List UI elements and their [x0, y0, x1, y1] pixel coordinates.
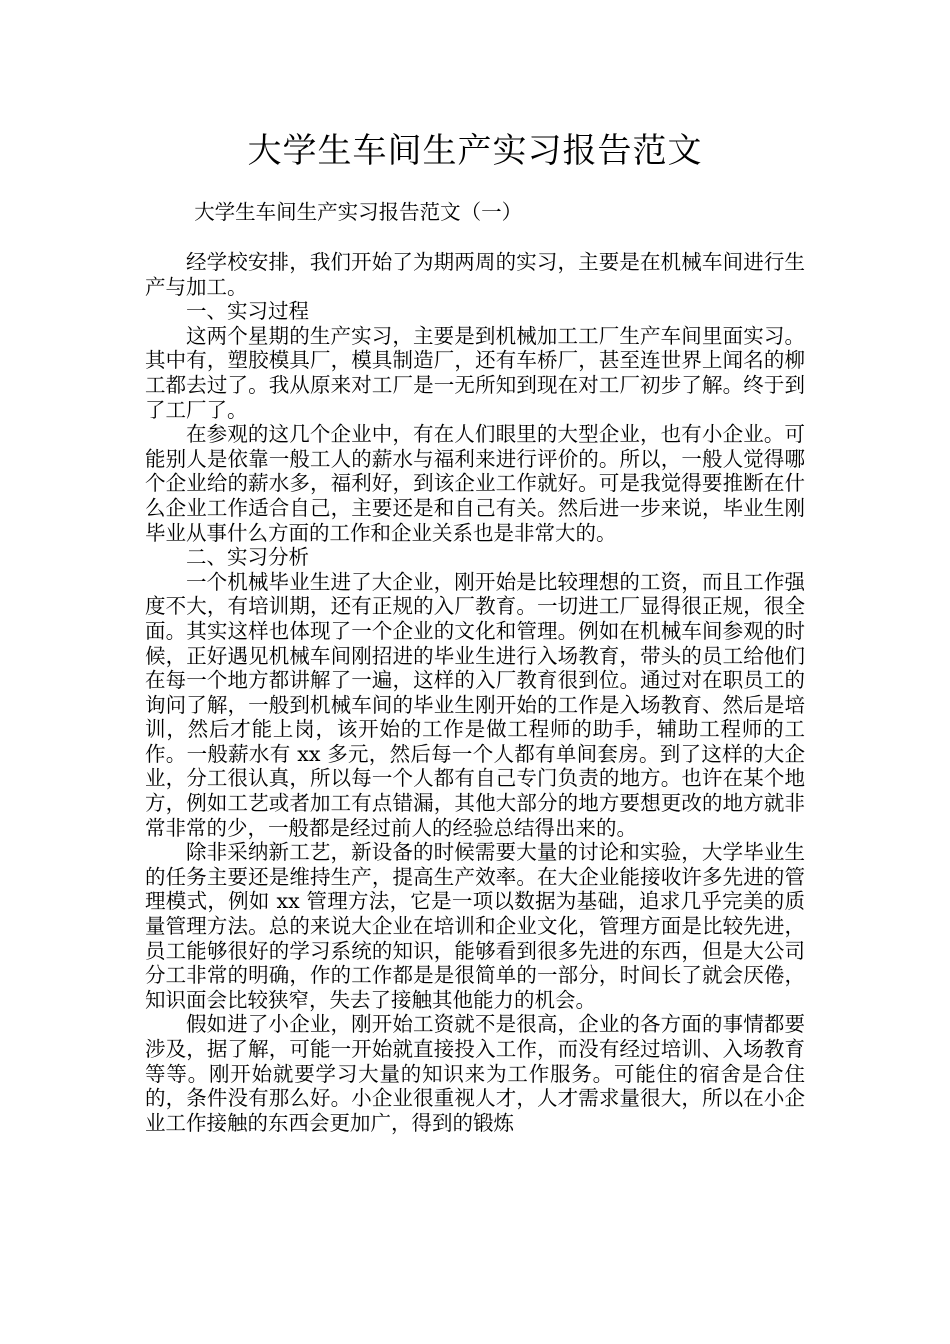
paragraph-intro: 经学校安排，我们开始了为期两周的实习，主要是在机械车间进行生产与加工。: [145, 250, 805, 299]
section-heading-process: 一、实习过程: [186, 299, 309, 324]
paragraph-analysis-1: 一个机械毕业生进了大企业，刚开始是比较理想的工资，而且工作强度不大，有培训期，还有正规的入厂教育。一切进工厂显得很正规，很全面。其实这样也体现了一个企业的文化和管理。例如在机械车间参观的时候，正好遇见机械车间刚招进的毕业生进行入场教育，带头的员工给他们在每一个地方都讲解了一遍，这样的入厂教育很到位。通过对在职员工的询问了解，一般到机械车间的毕业生刚开始的工作是入场教育、然后是培训，然后才能上岗，该开始的工作是做工程师的助手，辅助工程师的工作。一般薪水有 xx 多元，然后每一个人都有单间套房。到了这样的大企业，分工很认真，所以每一个人都有自己专门负责的地方。也许在某个地方，例如工艺或者加工有点错漏，其他大部分的地方要想更改的地方就非常非常的少，一般都是经过前人的经验总结得出来的。: [145, 569, 805, 840]
section-heading-analysis: 二、实习分析: [186, 545, 309, 570]
paragraph-analysis-2: 除非采纳新工艺，新设备的时候需要大量的讨论和实验，大学毕业生的任务主要还是维持生产，提高生产效率。在大企业能接收许多先进的管理模式，例如 xx 管理方法，它是一项以数据为基础，追求几乎完美的质量管理方法。总的来说大企业在培训和企业文化，管理方面是比较先进，员工能够很好的学习系统的知识，能够看到很多先进的东西，但是大公司分工非常的明确，作的工作都是是很简单的一部分，时间长了就会厌倦，知识面会比较狭窄，失去了接触其他能力的机会。: [145, 840, 805, 1012]
paragraph-process-2: 在参观的这几个企业中，有在人们眼里的大型企业，也有小企业。可能别人是依靠一般工人的薪水与福利来进行评价的。所以，一般人觉得哪个企业给的薪水多，福利好，到该企业工作就好。可是我觉得要推断在什么企业工作适合自己，主要还是和自己有关。然后进一步来说，毕业生刚毕业从事什么方面的工作和企业关系也是非常大的。: [145, 422, 805, 545]
paragraph-process-1: 这两个星期的生产实习，主要是到机械加工工厂生产车间里面实习。其中有，塑胶模具厂，模具制造厂，还有车桥厂，甚至连世界上闻名的柳工都去过了。我从原来对工厂是一无所知到现在对工厂初步了解。终于到了工厂了。: [145, 323, 805, 422]
paragraph-analysis-3: 假如进了小企业，刚开始工资就不是很高，企业的各方面的事情都要涉及，据了解，可能一开始就直接投入工作，而没有经过培训、入场教育等等。刚开始就要学习大量的知识来为工作服务。可能住的宿舍是合住的，条件没有那么好。小企业很重视人才，人才需求量很大，所以在小企业工作接触的东西会更加广，得到的锻炼: [145, 1012, 805, 1135]
document-body: [145, 198, 805, 1135]
document-subtitle: 大学生车间生产实习报告范文（一）: [194, 200, 523, 224]
document-title: 大学生车间生产实习报告范文: [247, 131, 703, 171]
